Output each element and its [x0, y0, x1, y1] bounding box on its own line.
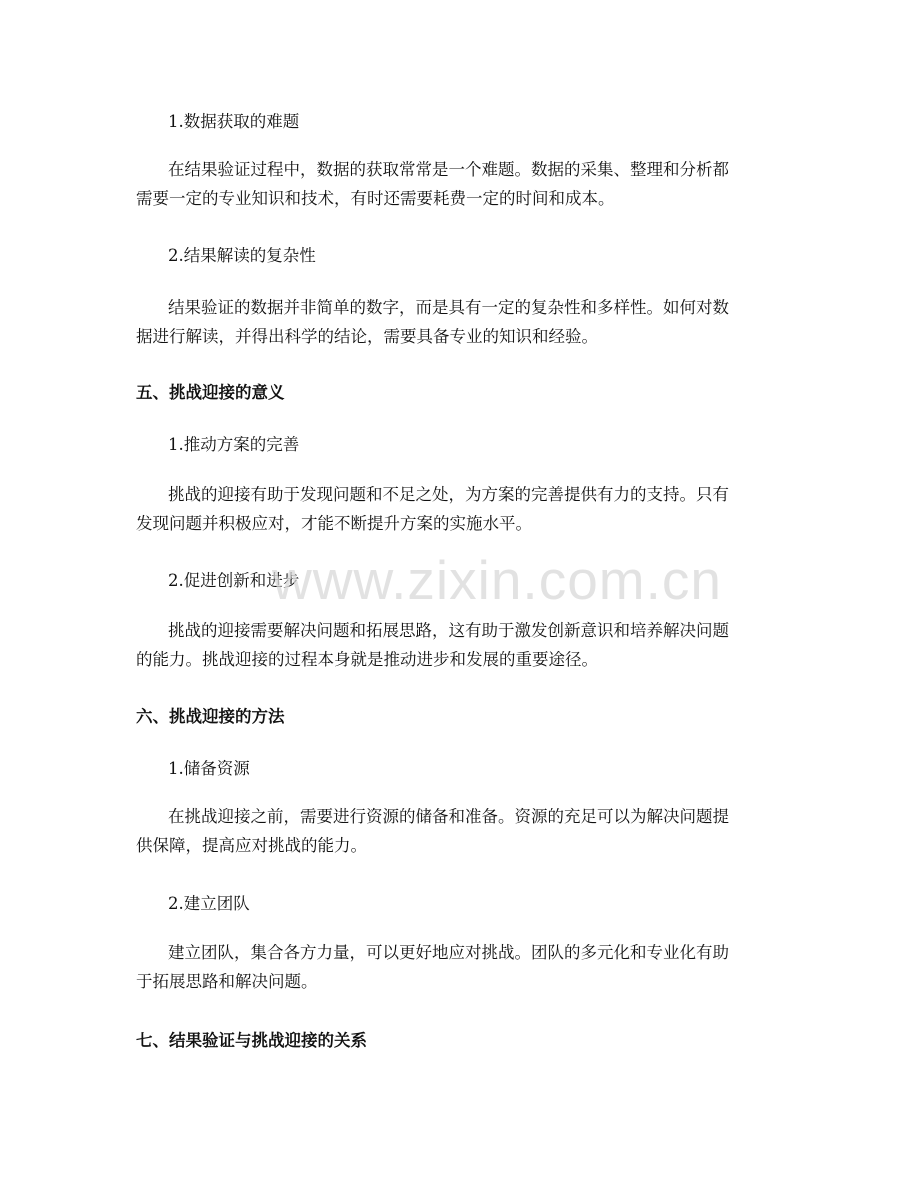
paragraph-line: 结果验证的数据并非简单的数字，而是具有一定的复杂性和多样性。如何对数: [168, 298, 729, 317]
section-heading: 七、结果验证与挑战迎接的关系: [136, 1031, 367, 1050]
paragraph: [136, 155, 786, 213]
paragraph-line: 在挑战迎接之前，需要进行资源的储备和准备。资源的充足可以为解决问题提: [168, 807, 729, 826]
subsection-title: 1.储备资源: [168, 759, 250, 778]
subsection-title: 2.促进创新和进步: [168, 571, 300, 590]
watermark: www.zixin.com.cn: [272, 549, 722, 611]
paragraph-line: 供保障，提高应对挑战的能力。: [136, 836, 367, 855]
paragraph: [136, 938, 786, 996]
paragraph-line: 的能力。挑战迎接的过程本身就是推动进步和发展的重要途径。: [136, 650, 598, 669]
paragraph-line: 在结果验证过程中，数据的获取常常是一个难题。数据的采集、整理和分析都: [168, 160, 729, 179]
paragraph-line: 据进行解读，并得出科学的结论，需要具备专业的知识和经验。: [136, 327, 598, 346]
paragraph: [136, 802, 786, 860]
paragraph-line: 挑战的迎接需要解决问题和拓展思路，这有助于激发创新意识和培养解决问题: [168, 621, 729, 640]
paragraph-line: 发现问题并积极应对，才能不断提升方案的实施水平。: [136, 514, 532, 533]
section-heading: 六、挑战迎接的方法: [136, 707, 285, 726]
paragraph: [136, 293, 786, 351]
subsection-title: 1.数据获取的难题: [168, 112, 300, 131]
paragraph-line: 需要一定的专业知识和技术，有时还需要耗费一定的时间和成本。: [136, 189, 615, 208]
section-heading: 五、挑战迎接的意义: [136, 383, 285, 402]
paragraph-line: 挑战的迎接有助于发现问题和不足之处，为方案的完善提供有力的支持。只有: [168, 485, 729, 504]
subsection-title: 2.建立团队: [168, 894, 250, 913]
subsection-title: 2.结果解读的复杂性: [168, 246, 316, 265]
paragraph: [136, 480, 786, 538]
paragraph-line: 于拓展思路和解决问题。: [136, 972, 318, 991]
paragraph-line: 建立团队，集合各方力量，可以更好地应对挑战。团队的多元化和专业化有助: [168, 943, 729, 962]
paragraph: [136, 616, 786, 674]
subsection-title: 1.推动方案的完善: [168, 435, 300, 454]
